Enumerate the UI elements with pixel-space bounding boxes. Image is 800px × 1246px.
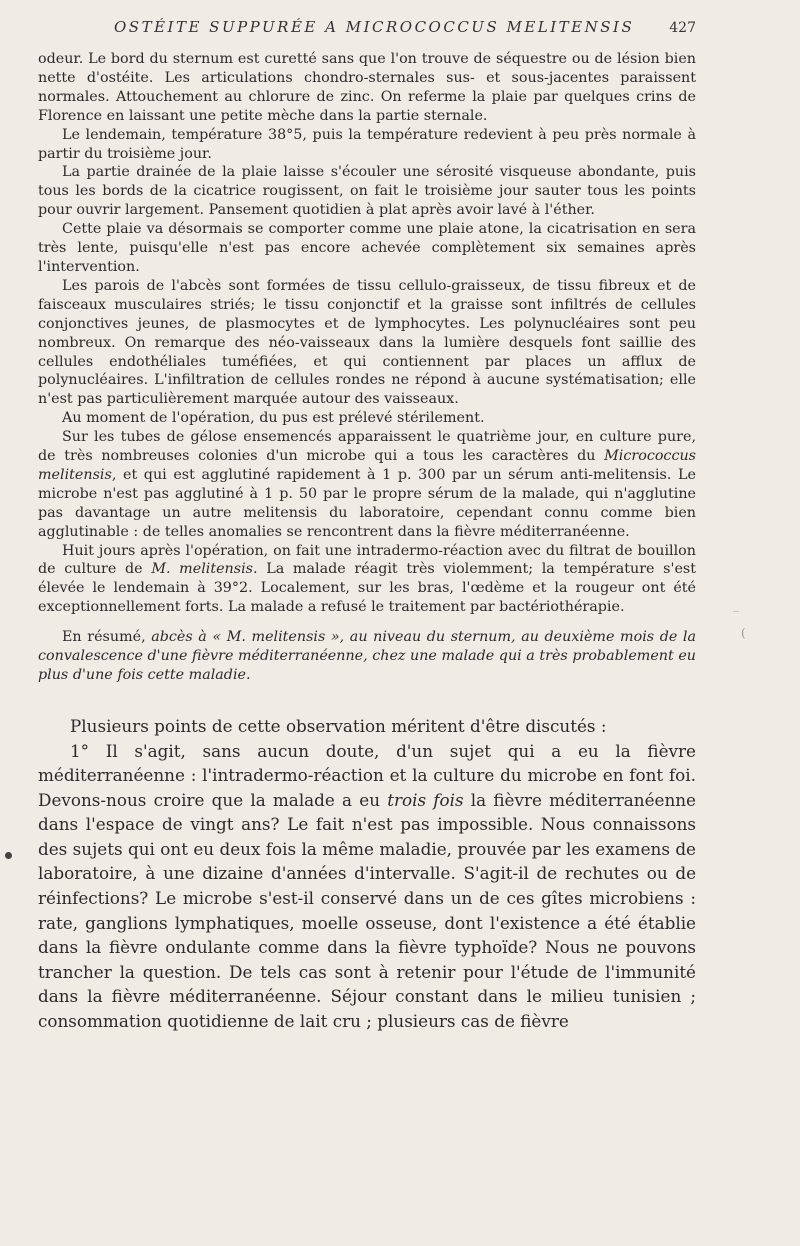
paragraph: odeur. Le bord du sternum est curetté sans que l'on trouve de séquestre ou de lésion bien nette d'ostéite. Les articulations chondro-sternales sus- et sous-jacentes paraissent normales. Attouchement au chlorure de zinc. On referme la plaie par quelques crins de Florence en laissant une petite mèche dans la partie sternale. bbox=[38, 51, 696, 124]
paragraph: Le lendemain, température 38°5, puis la température redevient à peu près normale à partir du troisième jour. bbox=[38, 126, 696, 162]
emphasis: trois fois bbox=[387, 789, 464, 810]
paragraph: La partie drainée de la plaie laisse s'écouler une sérosité visqueuse abondante, puis tous les bords de la cicatrice rougissent, on fait le troisième jour sauter tous les points pour ouvrir largement. Pansement quotidien à plat après avoir lavé à l'éther. bbox=[38, 164, 696, 219]
page bbox=[38, 18, 696, 1034]
paragraph: Cette plaie va désormais se comporter comme une plaie atone, la cicatrisation en sera très lente, puisqu'elle n'est pas encore achevée complètement six semaines après l'intervention. bbox=[38, 221, 696, 275]
discussion-point-1: 1° Il s'agit, sans aucun doute, d'un sujet qui a eu la fièvre méditerranéenne : l'intradermo-réaction et la culture du microbe en font foi. Devons-nous croire que la malade a eu trois fois la fièvre méditerranéenne dans l'espace de vingt ans? Le fait n'est pas impossible. Nous connaissons des sujets qui ont eu deux fois la même maladie, prouvée par les examens de laboratoire, à une dizaine d'années d'intervalle. S'agit-il de rechutes ou de réinfections? Le microbe s'est-il conservé dans un de ces gîtes microbiens : rate, ganglions lymphatiques, moelle osseuse, dont l'existence a été établie dans la fièvre ondulante comme dans la fièvre typhoïde? Nous ne pouvons trancher la question. De tels cas sont à retenir pour l'étude de l'immunité dans la fièvre méditerranéenne. Séjour constant dans le milieu tunisien ; consommation quotidienne de lait cru ; plusieurs cas de fièvre bbox=[38, 740, 696, 1032]
paragraph: Au moment de l'opération, du pus est prélevé stérilement. bbox=[62, 410, 485, 427]
margin-bullet bbox=[5, 852, 12, 859]
paragraph-summary: En résumé, abcès à « M. melitensis », au niveau du sternum, au deuxième mois de la convalescence d'une fièvre méditerranéenne, chez une malade qui a très probablement eu plus d'une fois cette maladie. bbox=[38, 629, 696, 683]
species-name: Micrococcus melitensis bbox=[38, 448, 696, 483]
discussion-intro: Plusieurs points de cette observation méritent d'être discutés : bbox=[70, 715, 607, 736]
discussion-section bbox=[38, 714, 696, 1034]
page-number: 427 bbox=[669, 20, 696, 36]
running-title: OSTÉITE SUPPURÉE A MICROCOCCUS MELITENSIS bbox=[114, 18, 635, 36]
margin-mark: ( bbox=[741, 626, 746, 640]
paragraph-culture: Sur les tubes de gélose ensemencés apparaissent le quatrième jour, en culture pure, de très nombreuses colonies d'un microbe qui a tous les caractères du Micrococcus melitensis, et qui est agglutiné rapidement à 1 p. 300 par un sérum anti-melitensis. Le microbe n'est pas agglutiné à 1 p. 50 par le propre sérum de la malade, qui n'agglutine pas davantage un autre melitensis du laboratoire, cependant connu comme bien agglutinable : de telles anomalies se rencontrent dans la fièvre méditerranéenne. bbox=[38, 429, 696, 540]
running-header bbox=[114, 18, 696, 36]
species-name: M. melitensis bbox=[151, 561, 253, 578]
paragraph-intradermo: Huit jours après l'opération, on fait une intradermo-réaction avec du filtrat de bouillon de culture de M. melitensis. La malade réagit très violemment; la température s'est élevée le lendemain à 39°2. Localement, sur les bras, l'œdème et la rougeur ont été exceptionnellement forts. La malade a refusé le traitement par bactériothérapie. bbox=[38, 542, 696, 616]
paragraph: Les parois de l'abcès sont formées de tissu cellulo-graisseux, de tissu fibreux et de faisceaux musculaires striés; le tissu conjonctif et la graisse sont infiltrés de cellules conjonctives jeunes, de plasmocytes et de lymphocytes. Les polynucléaires sont peu nombreux. On remarque des néo-vaisseaux dans la lumière desquels font saillie des cellules endothéliales tuméfiées, et qui contiennent par places un afflux de polynucléaires. L'infiltration de cellules rondes ne répond à aucune systématisation; elle n'est pas particulièrement marquée autour des vaisseaux. bbox=[38, 277, 696, 408]
observation-section bbox=[38, 50, 696, 685]
summary-italic: abcès à « M. melitensis », au niveau du sternum, au deuxième mois de la convalescence d'une fièvre méditerranéenne, chez une malade qui a très probablement eu plus d'une fois cette maladie. bbox=[38, 629, 696, 683]
margin-mark: _ bbox=[733, 598, 739, 612]
